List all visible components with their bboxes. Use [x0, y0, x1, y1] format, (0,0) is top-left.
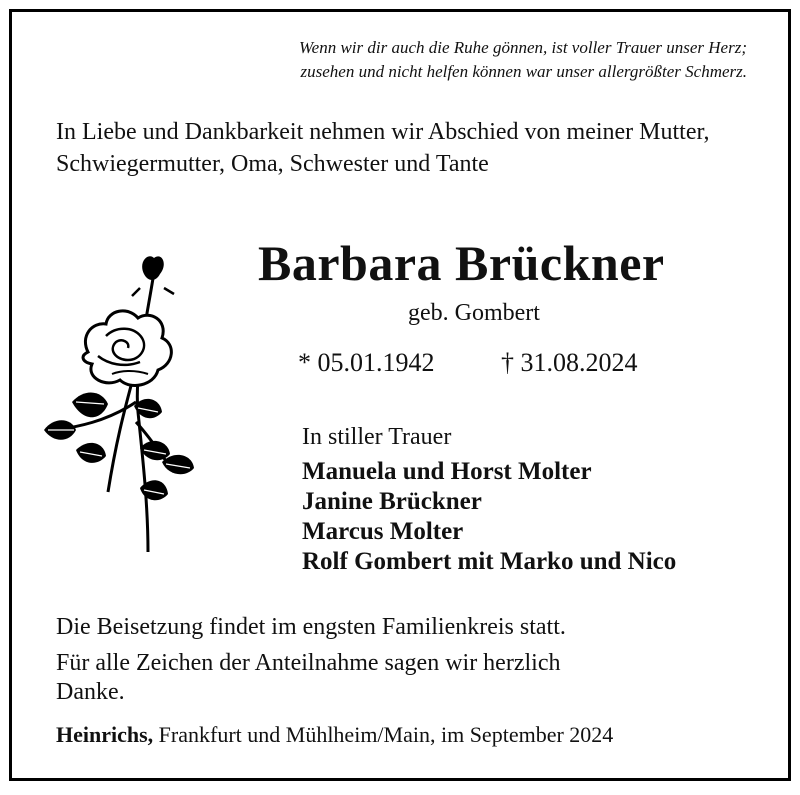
motto-line-1: Wenn wir dir auch die Ruhe gönnen, ist voller Trauer unser Herz;: [299, 38, 747, 57]
mourner-name: Manuela und Horst Molter: [302, 458, 592, 485]
signature-place-bold: Heinrichs,: [56, 722, 154, 747]
thanks-line-2: Danke.: [56, 679, 125, 705]
intro-text: In Liebe und Dankbarkeit nehmen wir Abschied von meiner Mutter, Schwiegermutter, Oma, Schwester und Tante: [56, 119, 710, 177]
deceased-name: Barbara Brückner: [258, 235, 665, 291]
signature-line: [56, 722, 613, 748]
birth-date: * 05.01.1942: [298, 348, 435, 377]
burial-note: Die Beisetzung findet im engsten Familienkreis statt.: [56, 614, 566, 640]
mourners-heading: In stiller Trauer: [302, 424, 452, 450]
obituary-card: [9, 9, 791, 781]
thanks-line-1: Für alle Zeichen der Anteilnahme sagen wir herzlich: [56, 650, 561, 676]
death-date: † 31.08.2024: [501, 348, 638, 377]
motto-line-2: zusehen und nicht helfen können war unser allergrößter Schmerz.: [300, 62, 747, 81]
signature-place-rest: Frankfurt und Mühlheim/Main, im September 2024: [158, 722, 614, 747]
rose-icon: [36, 252, 196, 552]
maiden-name: geb. Gombert: [408, 300, 540, 326]
mourner-name: Marcus Molter: [302, 518, 464, 545]
mourner-name: Janine Brückner: [302, 488, 482, 515]
mourner-name: Rolf Gombert mit Marko und Nico: [302, 548, 677, 575]
